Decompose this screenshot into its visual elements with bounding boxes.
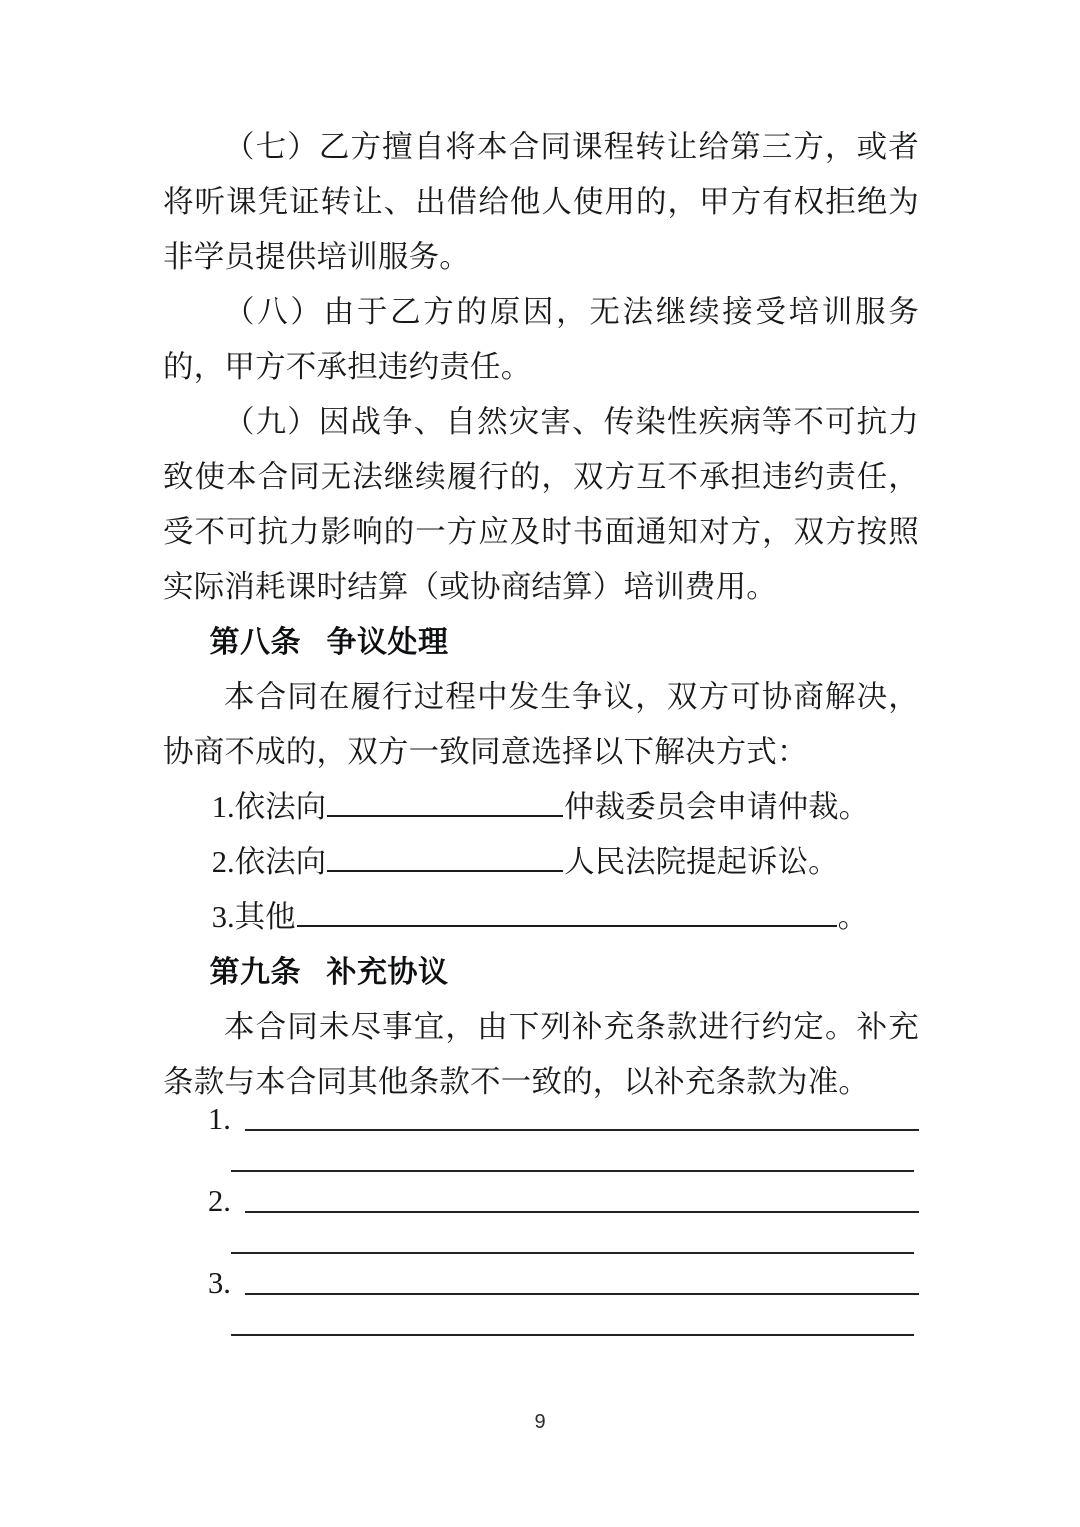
article-eight-number: 第八条	[209, 626, 301, 659]
article-nine-heading	[163, 945, 919, 1000]
supplementary-entry-2-row2	[163, 1213, 919, 1254]
article-eight-heading	[163, 615, 919, 670]
page-number: 9	[534, 1411, 546, 1433]
supplementary-entry-3-line-2[interactable]	[231, 1334, 914, 1336]
dispute-option-3-text-before: 其他	[234, 900, 296, 934]
dispute-option-2-blank[interactable]	[327, 839, 563, 872]
document-body	[163, 120, 919, 1110]
supplementary-entry-1-row1	[163, 1090, 919, 1136]
dispute-option-2-marker: 2.	[211, 845, 235, 879]
supplementary-blank-lines	[163, 1090, 919, 1336]
dispute-option-2	[163, 835, 919, 890]
supplementary-entry-3-row1	[163, 1254, 919, 1300]
clause-item-seven: （七）乙方擅自将本合同课程转让给第三方，或者将听课凭证转让、出借给他人使用的，甲方有权拒绝为非学员提供培训服务。	[163, 130, 919, 274]
dispute-option-1-marker: 1.	[211, 790, 235, 824]
dispute-option-3-text-after: 。	[837, 900, 869, 934]
dispute-option-1-text-before: 依法向	[234, 790, 327, 824]
clause-item-eight: （八）由于乙方的原因，无法继续接受培训服务的，甲方不承担违约责任。	[163, 295, 919, 384]
supplementary-entry-2-row1	[163, 1172, 919, 1218]
supplementary-entry-1-marker: 1.	[208, 1101, 231, 1136]
supplementary-entry-2-marker: 2.	[208, 1183, 231, 1218]
dispute-option-3	[163, 890, 919, 945]
article-eight-intro: 本合同在履行过程中发生争议，双方可协商解决，协商不成的，双方一致同意选择以下解决方式：	[163, 680, 919, 769]
supplementary-entry-3-marker: 3.	[208, 1265, 231, 1300]
dispute-option-1-blank[interactable]	[327, 784, 563, 817]
dispute-option-1-text-after: 仲裁委员会申请仲裁。	[564, 790, 870, 824]
dispute-option-2-text-before: 依法向	[234, 845, 327, 879]
dispute-option-3-marker: 3.	[211, 900, 235, 934]
article-nine-number: 第九条	[209, 956, 301, 989]
supplementary-entry-3-row2	[163, 1295, 919, 1336]
article-eight-title: 争议处理	[326, 626, 449, 659]
article-nine-title: 补充协议	[326, 956, 449, 989]
supplementary-entry-1-row2	[163, 1131, 919, 1172]
clause-item-nine: （九）因战争、自然灾害、传染性疾病等不可抗力致使本合同无法继续履行的，双方互不承担违约责任，受不可抗力影响的一方应及时书面通知对方，双方按照实际消耗课时结算（或协商结算）培训费用。	[163, 405, 919, 604]
article-nine-intro: 本合同未尽事宜，由下列补充条款进行约定。补充条款与本合同其他条款不一致的，以补充条款为准。	[163, 1010, 919, 1099]
dispute-option-1	[163, 780, 919, 835]
dispute-option-2-text-after: 人民法院提起诉讼。	[564, 845, 839, 879]
dispute-option-3-blank[interactable]	[297, 894, 837, 927]
